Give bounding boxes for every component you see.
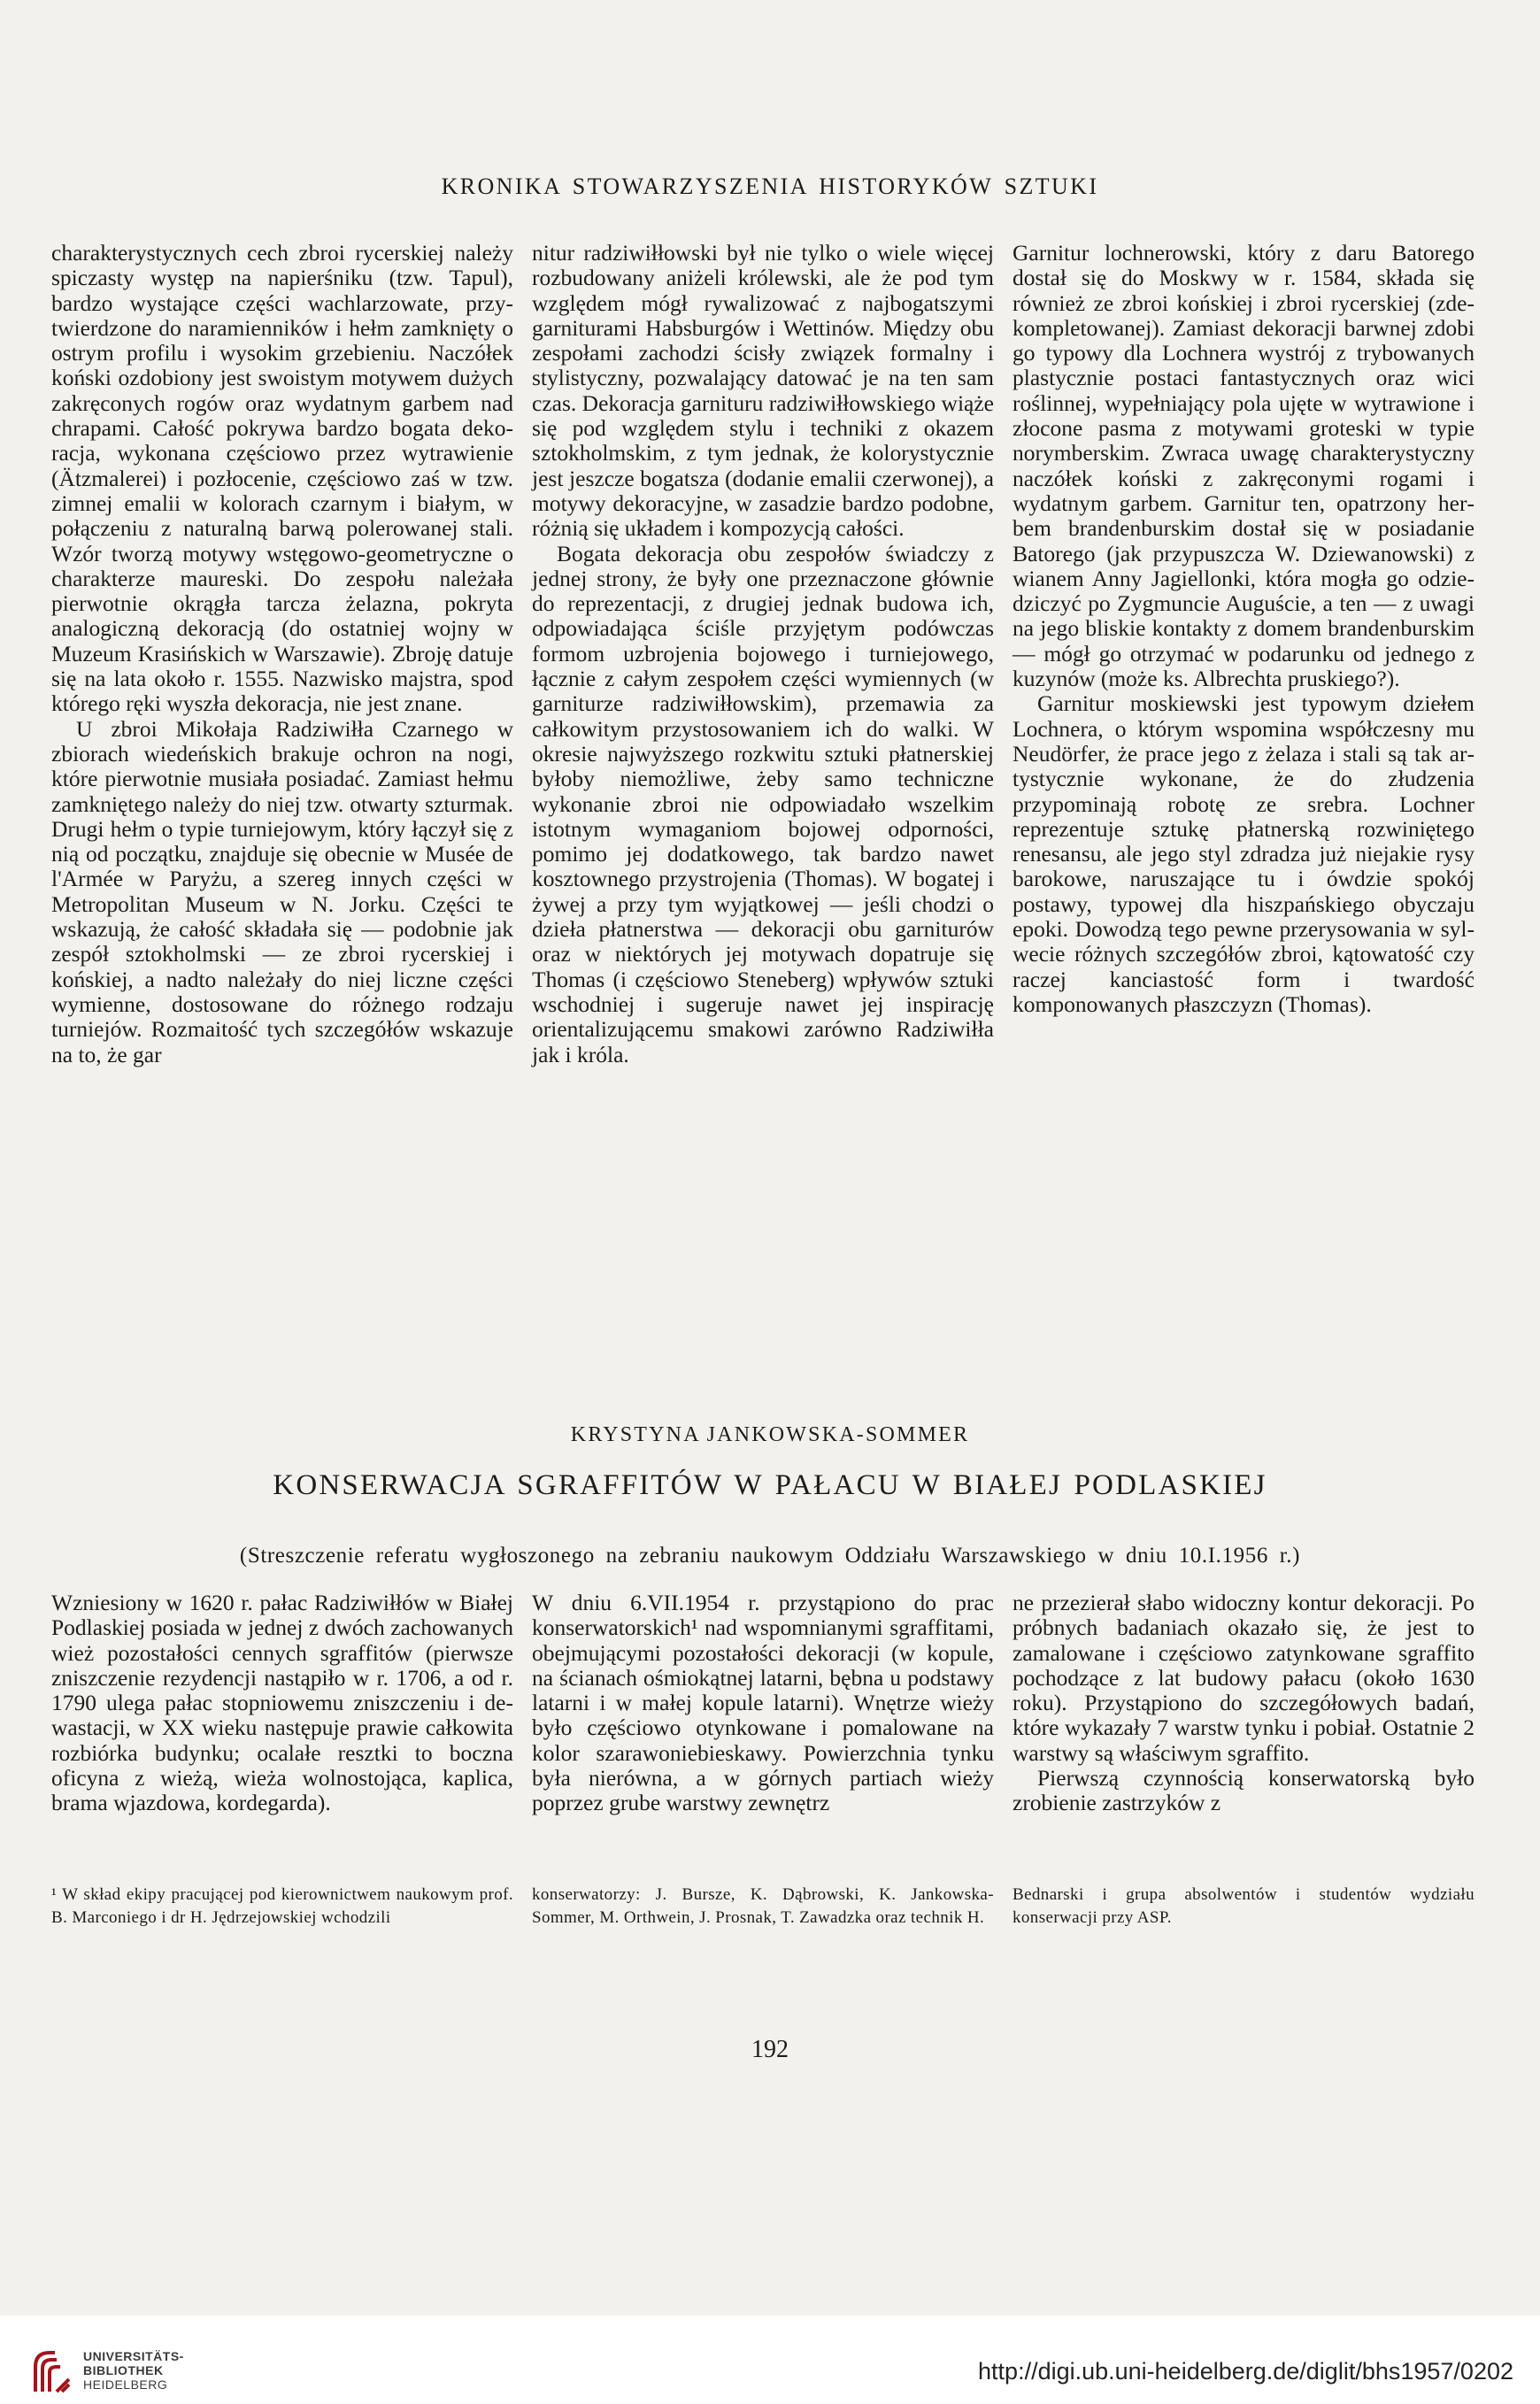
footnotes	[51, 1884, 1475, 1930]
paragraph: Wzniesiony w 1620 r. pałac Radziwiłłów w Białej Podlaskiej posiada w jednej z dwóch zachowanych wież pozostałości cennych sgraffitów (pierwsze zniszczenie rezydencji nastąpiło w r. 1706, a od r. 1790 ulega pałac stopniowemu zniszczeniu i dewastacji, w XX wieku następuje prawie całkowita rozbiórka budynku; ocalałe resztki to boczna oficyna z wieżą, wieża wolnostojąca, kaplica, brama wjazdowa, kordegarda).	[51, 1590, 513, 1816]
library-logo-icon	[32, 2349, 73, 2395]
top-text-columns	[51, 241, 1475, 1358]
page-number: 192	[751, 2036, 789, 2063]
library-name-line: UNIVERSITÄTS-	[83, 2349, 184, 2363]
text-column-1	[51, 241, 513, 1358]
paragraph: nitur radziwiłłowski był nie tylko o wiele więcej rozbudowany aniżeli królewski, ale że pod tym względem mógł rywalizować z najbogatszymi garniturami Habsburgów i Wettinów. Między obu zespołami zachodzi ścisły związek formalny i stylistyczny, pozwalający datować je na ten sam czas. Dekoracja garnituru radziwiłłowskiego wiąże się pod względem stylu i techniki z okazem sztokholmskim, z tym jednak, że kolorystycznie jest jeszcze bogatsza (dodanie emalii czerwonej), a motywy dekoracyjne, w zasadzie bardzo podobne, różnią się układem i kompozycją całości.	[532, 240, 994, 542]
paragraph: Bogata dekoracja obu zespołów świadczy z jednej strony, że były one przeznaczone głównie do reprezentacji, z drugiej jednak budowa ich, odpowiadająca ściśle przyjętym podówczas formom uzbrojenia bojowego i turniejowego, łącznie z całym zespołem części wymiennych (w garniturze radziwiłłowskim), przemawia za całkowitym przystosowaniem ich do walki. W okresie najwyższego rozkwitu sztuki płatnerskiej byłoby niemożliwe, żeby samo techniczne wykonanie zbroi nie odpowiadało wszelkim istotnym wymaganiom bojowej odporności, pomimo jej dodatkowego, tak bardzo nawet kosztownego przystrojenia (Thomas). W bogatej i żywej a przy tym wyjątkowej — jeśli chodzi o dzieła płatnerstwa — dekoracji obu garniturów oraz w niektórych jej motywach dopatruje się Thomas (i częściowo Steneberg) wpływów sztuki wschodniej i sugeruje nawet jej inspirację orientalizującemu smakowi zarówno Radziwiłła jak i króla.	[532, 540, 994, 1067]
paragraph: W dniu 6.VII.1954 r. przystąpiono do prac konserwatorskich¹ nad wspomnianymi sgraffitami, obejmującymi pozostałości dekoracji (w kopule, na ścianach ośmiokątnej latarni, bębna u podstawy latarni i w małej kopule latarni). Wnętrze wieży było częściowo otynkowane i pomalowane na kolor szarawoniebieskawy. Powierzchnia tynku była nierówna, a w górnych partiach wieży poprzez grube warstwy zewnętrz	[532, 1590, 994, 1816]
paragraph: Garnitur moskiewski jest typowym dziełem Lochnera, o którym wspomina współczesny mu Neudörfer, że prace jego z żelaza i stali są tak artystycznie wykonane, że do złudzenia przypominają robotę ze srebra. Lochner reprezentuje sztukę płatnerską rozwiniętego renesansu, ale jego styl zdradza już niejakie rysy barokowe, naruszające tu i ówdzie spokój postawy, typowej dla hiszpańskiego obyczaju epoki. Dowodzą tego pewne przerysowania w sylwecie różnych szczegółów zbroi, kątowatość czy raczej kanciastość form i twardość komponowanych płaszczyzn (Thomas).	[1013, 690, 1475, 1017]
footnote-part-2: konserwatorzy: J. Bursze, K. Dąbrowski, K. Jankowska-Sommer, M. Orthwein, J. Prosnak, T. Zawadzka oraz technik H.	[532, 1885, 994, 1927]
library-logo[interactable]	[32, 2349, 184, 2395]
library-name-line: HEIDELBERG	[83, 2377, 168, 2392]
article-text-columns	[51, 1591, 1475, 1830]
article-column-2	[532, 1591, 994, 1830]
paragraph: Garnitur lochnerowski, który z daru Batorego dostał się do Moskwy w r. 1584, składa się również ze zbroi końskiej i zbroi rycerskiej (zdekompletowanej). Zamiast dekoracji barwnej zdobi go typowy dla Lochnera wystrój z trybowanych plastycznie postaci fantastycznych oraz wici roślinnej, wypełniający pola ujęte w wytrawione i złocone pasma z motywami groteski w typie norymberskim. Zwraca uwagę charakterystyczny naczółek koński z zakręconymi rogami i wydatnym garbem. Garnitur ten, opatrzony herbem brandenburskim dostał się w posiadanie Batorego (jak przypuszcza W. Dziewanowski) z wianem Anny Jagiellonki, która mogła go odziedziczyć po Zygmuncie Auguście, a ten — z uwagi na jego bliskie kontakty z domem brandenburskim — mógł go otrzymać w podarunku od jednego z kuzynów (może ks. Albrechta pruskiego?).	[1013, 240, 1475, 692]
article-author: KRYSTYNA JANKOWSKA-SOMMER	[570, 1423, 970, 1446]
article-title: KONSERWACJA SGRAFFITÓW W PAŁACU W BIAŁEJ PODLASKIEJ	[273, 1469, 1267, 1501]
text-column-2	[532, 241, 994, 1358]
footnote-part-1: ¹ W skład ekipy pracującej pod kierownictwem naukowym prof. B. Marconiego i dr H. Jędrzejowskiej wchodzili	[51, 1885, 513, 1927]
article-column-3	[1013, 1591, 1475, 1830]
paragraph: U zbroi Mikołaja Radziwiłła Czarnego w zbiorach wiedeńskich brakuje ochron na nogi, które pierwotnie musiała posiadać. Zamiast hełmu zamkniętego należy do niej tzw. otwarty szturmak. Drugi hełm o typie turniejowym, który łączył się z nią od początku, znajduje się obecnie w Musée de l'Armée w Paryżu, a szereg innych części w Metropolitan Museum w N. Jorku. Części te wskazują, że całość składała się — podobnie jak zespół sztokholmski — ze zbroi rycerskiej i końskiej, a nadto należały do niej liczne części wymienne, dostosowane do różnego rodzaju turniejów. Rozmaitość tych szczegółów wskazuje na to, że gar	[51, 715, 513, 1067]
library-name-line: BIBLIOTHEK	[83, 2363, 164, 2377]
source-url-link[interactable]: http://digi.ub.uni-heidelberg.de/diglit/bhs1957/0202	[978, 2358, 1513, 2385]
running-header: KRONIKA STOWARZYSZENIA HISTORYKÓW SZTUKI	[441, 173, 1099, 199]
article-column-1	[51, 1591, 513, 1830]
article-subtitle: (Streszczenie referatu wygłoszonego na zebraniu naukowym Oddziału Warszawskiego w dniu 10.I.1956 r.)	[239, 1544, 1301, 1568]
text-column-3	[1013, 241, 1475, 1358]
paragraph: ne przezierał słabo widoczny kontur dekoracji. Po próbnych badaniach okazało się, że jest to zamalowane i częściowo zatynkowane sgraffito pochodzące z lat budowy pałacu (około 1630 roku). Przystąpiono do szczegółowych badań, które wykazały 7 warstw tynku i pobiał. Ostatnie 2 warstwy są właściwym sgraffito.	[1013, 1590, 1475, 1766]
footnote-part-3: Bednarski i grupa absolwentów i studentów wydziału konserwacji przy ASP.	[1013, 1885, 1475, 1927]
paragraph: charakterystycznych cech zbroi rycerskiej należy spiczasty występ na napierśniku (tzw. Tapul), bardzo wystające części wachlarzowate, przytwierdzone do naramienników i hełm zamknięty o ostrym profilu i wysokim grzebieniu. Naczółek koński ozdobiony jest swoistym motywem dużych zakręconych rogów oraz wydatnym garbem nad chrapami. Całość pokrywa bardzo bogata dekoracja, wykonana częściowo przez wytrawienie (Ätzmalerei) i pozłocenie, częściowo zaś w tzw. zimnej emalii w kolorach czarnym i białym, w połączeniu z naturalną barwą polerowanej stali. Wzór tworzą motywy wstęgowo-geometryczne o charakterze maureski. Do zespołu należała pierwotnie okrągła tarcza żelazna, pokryta analogiczną dekoracją (do ostatniej wojny w Muzeum Krasińskich w Warszawie). Zbroję datuje się na lata około r. 1555. Nazwisko majstra, spod którego ręki wyszła dekoracja, nie jest znane.	[51, 240, 513, 717]
library-name	[83, 2349, 184, 2392]
paragraph: Pierwszą czynnością konserwatorską było zrobienie zastrzyków z	[1013, 1765, 1475, 1816]
